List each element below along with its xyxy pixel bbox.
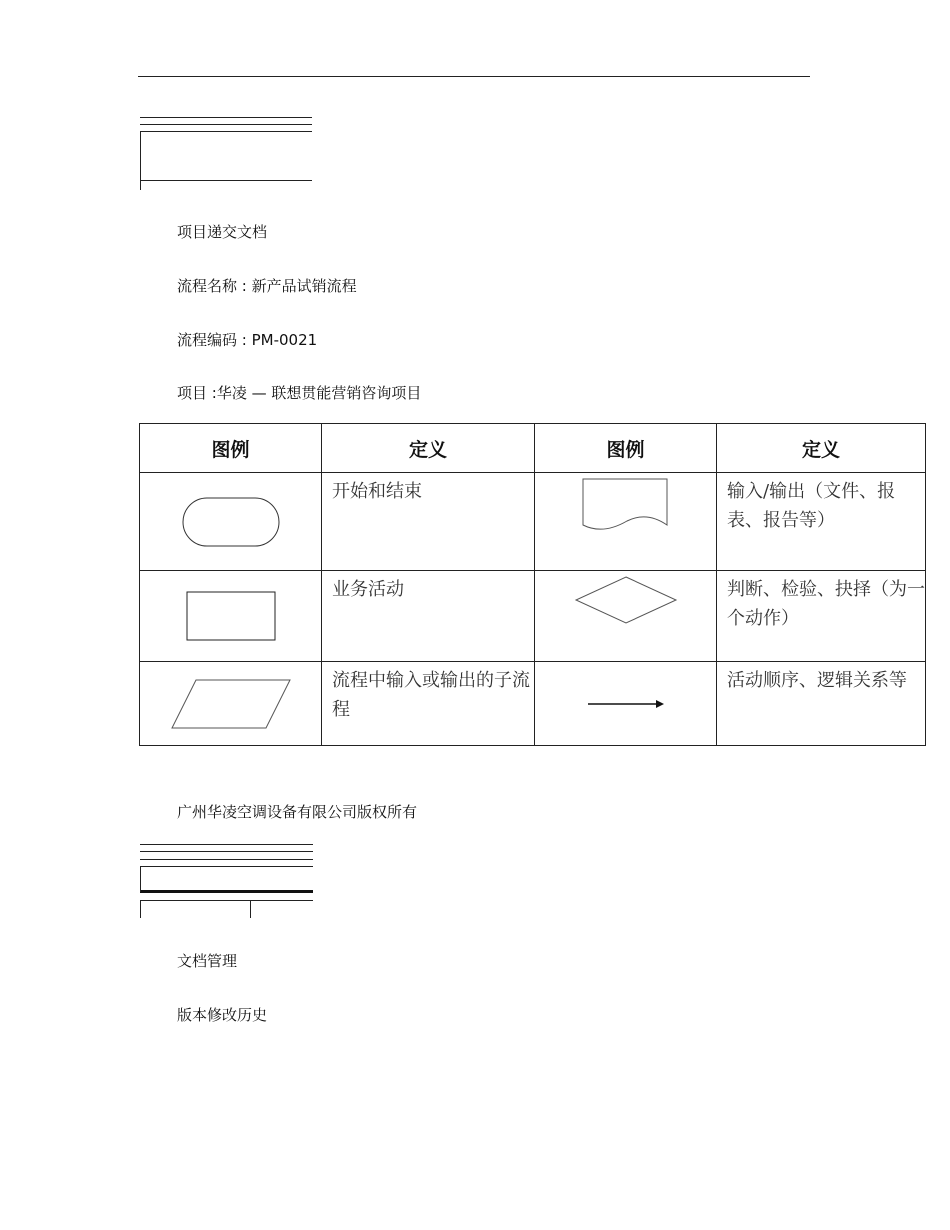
legend-cell-subprocess [140, 662, 322, 746]
document-shape [581, 477, 671, 533]
legend-cell-terminal [140, 473, 322, 571]
process-name: 流程名称 : 新产品试销流程 [177, 277, 357, 295]
rounded-terminal-shape [181, 496, 281, 548]
header-legend-1: 图例 [140, 424, 322, 473]
legend-cell-process [140, 571, 322, 662]
header-rule [138, 76, 810, 77]
process-code: 流程编码 : PM-0021 [177, 331, 318, 349]
doc-management-heading: 文档管理 [177, 952, 238, 970]
arrow-shape [586, 698, 666, 710]
definition-decision: 判断、检验、抉择（为一个动作） [717, 571, 926, 662]
header-legend-2: 图例 [535, 424, 717, 473]
version-history-heading: 版本修改历史 [177, 1006, 268, 1024]
table-row [140, 473, 926, 571]
definition-document: 输入/输出（文件、报表、报告等） [717, 473, 926, 571]
diamond-decision-shape [574, 575, 678, 625]
table-row [140, 571, 926, 662]
definition-arrow: 活动顺序、逻辑关系等 [717, 662, 926, 746]
definition-subprocess: 流程中输入或输出的子流程 [322, 662, 535, 746]
rectangle-process-shape [185, 590, 277, 642]
parallelogram-io-shape [170, 678, 292, 730]
definition-terminal: 开始和结束 [322, 473, 535, 571]
copyright-notice: 广州华凌空调设备有限公司版权所有 [177, 803, 418, 821]
table-row [140, 662, 926, 746]
definition-process: 业务活动 [322, 571, 535, 662]
legend-cell-arrow [535, 662, 717, 746]
header-definition-2: 定义 [717, 424, 926, 473]
doc-type-title: 项目递交文档 [177, 223, 268, 241]
legend-table [139, 423, 926, 746]
legend-cell-document [535, 473, 717, 571]
legend-header-row [140, 424, 926, 473]
project-name: 项目 :华凌 — 联想贯能营销咨询项目 [177, 384, 422, 402]
header-definition-1: 定义 [322, 424, 535, 473]
legend-cell-decision [535, 571, 717, 662]
